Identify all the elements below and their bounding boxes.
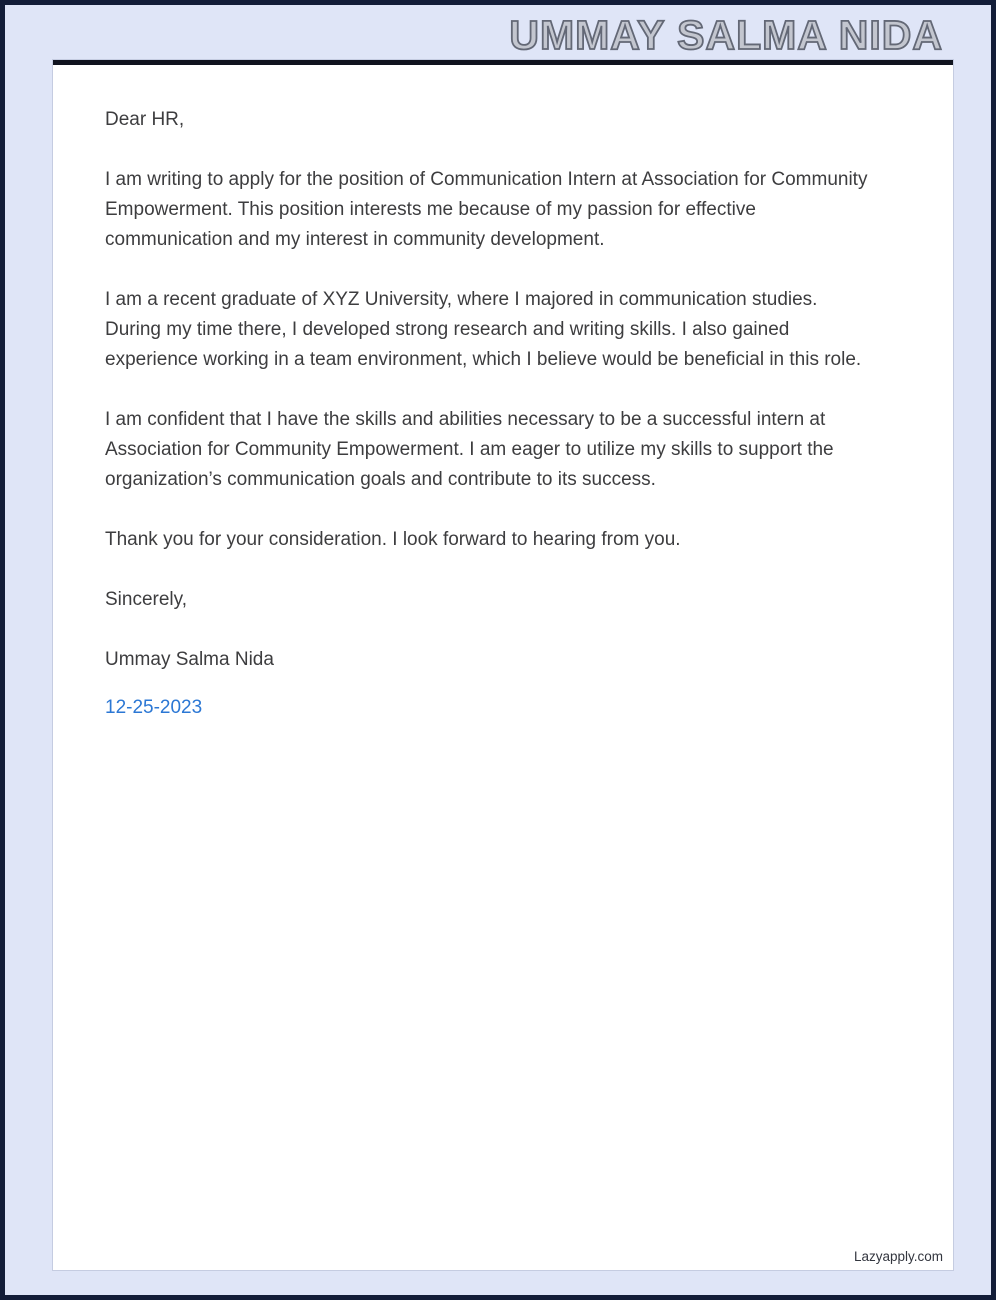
paragraph-education: I am a recent graduate of XYZ University, where I majored in communication studies. During my time there, I developed strong research and writing skills. I also gained experience working in a team environment, which I believe would be beneficial in this role. xyxy=(105,289,862,370)
date-link[interactable]: 12-25-2023 xyxy=(105,697,203,718)
signature-name: Ummay Salma Nida xyxy=(105,649,274,670)
salutation: Dear HR, xyxy=(105,109,185,130)
paragraph-skills: I am confident that I have the skills and abilities necessary to be a successful intern at Association for Community Empowerment. I am eager to utilize my skills to support the organization’s communication goals and contribute to its success. xyxy=(105,409,834,490)
footer-branding: Lazyapply.com xyxy=(853,1249,943,1264)
paragraph-intro: I am writing to apply for the position of Communication Intern at Association for Community Empowerment. This position interests me because of my passion for effective communication and my interest in community development. xyxy=(105,169,868,250)
letter-sheet xyxy=(53,60,953,1270)
paragraph-thanks: Thank you for your consideration. I look forward to hearing from you. xyxy=(105,529,681,550)
closing: Sincerely, xyxy=(105,589,188,610)
letter-body xyxy=(53,65,953,723)
applicant-name-heading: UMMAY SALMA NIDA xyxy=(509,12,943,58)
